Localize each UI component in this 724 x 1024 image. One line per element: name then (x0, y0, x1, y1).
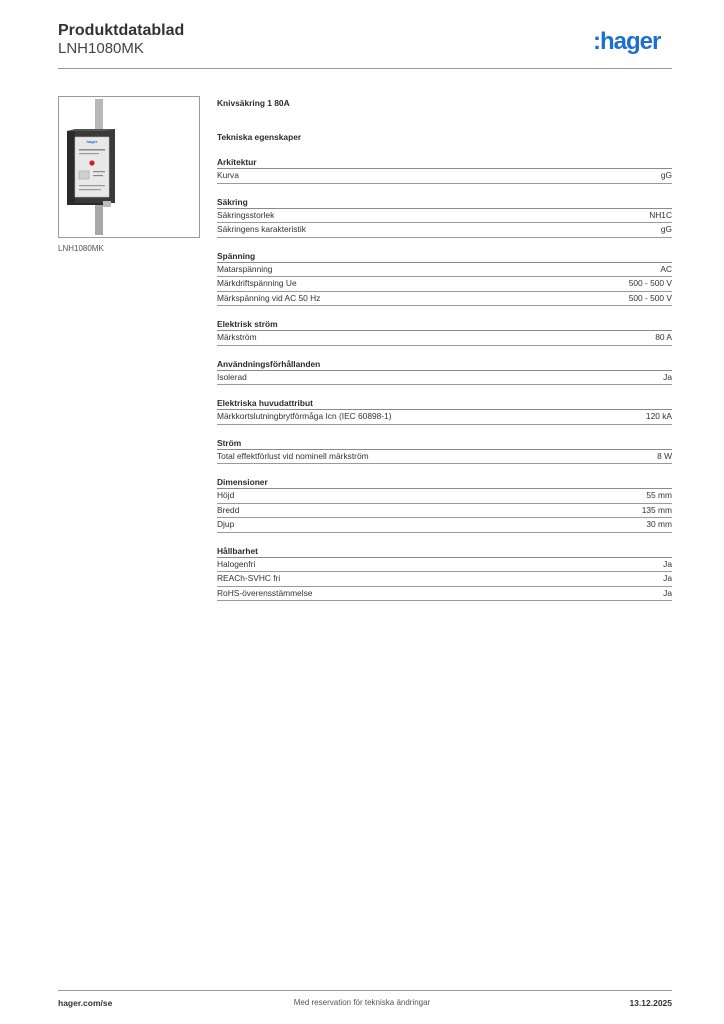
header-divider (58, 68, 672, 69)
spec-label: Matarspänning (217, 263, 273, 274)
spec-value: AC (660, 263, 672, 274)
spec-label: Halogenfri (217, 558, 256, 569)
spec-value: gG (660, 224, 672, 234)
spec-row (217, 209, 672, 224)
spec-group-title: Elektrisk ström (217, 318, 672, 331)
spec-group-title: Elektriska huvudattribut (217, 397, 672, 410)
spec-label: Märkdriftspänning Ue (217, 278, 297, 288)
spec-row (217, 518, 672, 533)
spec-row (217, 587, 672, 602)
spec-row (217, 572, 672, 587)
spec-group-title: Dimensioner (217, 476, 672, 489)
spec-group-title: Hållbarhet (217, 545, 672, 558)
spec-label: Säkringsstorlek (217, 209, 275, 220)
spec-value: Ja (663, 573, 672, 583)
spec-group (217, 156, 672, 184)
spec-row (217, 410, 672, 425)
footer-website: hager.com/se (58, 998, 113, 1008)
spec-label: Märkkortslutningbrytförmåga Icn (IEC 60898-1) (217, 411, 392, 421)
spec-row (217, 263, 672, 278)
spec-row (217, 292, 672, 307)
spec-groups (217, 156, 672, 601)
spec-value: 30 mm (646, 519, 672, 529)
spec-label: Märkström (217, 332, 257, 342)
spec-value: 8 W (657, 450, 672, 461)
spec-label: Säkringens karakteristik (217, 224, 306, 234)
spec-value: Ja (663, 587, 672, 598)
spec-value: 500 - 500 V (628, 278, 672, 288)
spec-label: Bredd (217, 504, 240, 515)
spec-group (217, 545, 672, 602)
spec-group-title: Användningsförhållanden (217, 358, 672, 371)
spec-value: 120 kA (645, 411, 672, 421)
footer-date: 13.12.2025 (629, 998, 672, 1008)
spec-value: gG (660, 170, 672, 180)
spec-row (217, 504, 672, 519)
spec-value: 80 A (655, 332, 672, 342)
spec-group (217, 358, 672, 386)
spec-value: 500 - 500 V (628, 292, 672, 303)
spec-group (217, 318, 672, 346)
spec-row (217, 489, 672, 504)
spec-row (217, 277, 672, 292)
spec-group (217, 397, 672, 425)
image-brand-label: hager (86, 139, 98, 144)
spec-label: Isolerad (217, 371, 247, 382)
page-title: Produktdatablad (58, 22, 185, 39)
spec-label: RoHS-överensstämmelse (217, 587, 313, 598)
product-image-frame (58, 96, 200, 238)
footer-note: Med reservation för tekniska ändringar (293, 998, 431, 1007)
spec-group-title: Ström (217, 437, 672, 450)
spec-value: NH1C (649, 209, 672, 220)
spec-group (217, 250, 672, 307)
spec-label: Djup (217, 519, 235, 529)
footer-divider (58, 990, 672, 991)
product-name: Knivsäkring 1 80A (217, 98, 290, 108)
spec-row (217, 558, 672, 573)
spec-row (217, 223, 672, 238)
spec-label: Kurva (217, 170, 239, 180)
spec-group (217, 437, 672, 465)
spec-value: Ja (663, 371, 672, 382)
spec-group-title: Arkitektur (217, 156, 672, 169)
logo-text: :hager (593, 28, 661, 55)
spec-row (217, 371, 672, 386)
spec-group-title: Spänning (217, 250, 672, 263)
tech-section-title: Tekniska egenskaper (217, 132, 302, 142)
spec-label: Märkspänning vid AC 50 Hz (217, 292, 321, 303)
spec-row (217, 450, 672, 465)
spec-row (217, 169, 672, 184)
spec-label: Höjd (217, 490, 235, 500)
spec-group (217, 476, 672, 533)
fuse-product-image (59, 97, 199, 237)
spec-group-title: Säkring (217, 196, 672, 209)
image-caption: LNH1080MK (58, 244, 104, 253)
spec-value: 55 mm (646, 490, 672, 500)
product-code: LNH1080MK (58, 40, 144, 57)
spec-label: REACh-SVHC fri (217, 573, 281, 583)
spec-value: 135 mm (641, 504, 672, 515)
spec-content (217, 94, 672, 601)
spec-group (217, 196, 672, 238)
spec-label: Total effektförlust vid nominell märkström (217, 450, 369, 461)
hager-logo (593, 28, 673, 56)
spec-value: Ja (663, 558, 672, 569)
spec-row (217, 331, 672, 346)
